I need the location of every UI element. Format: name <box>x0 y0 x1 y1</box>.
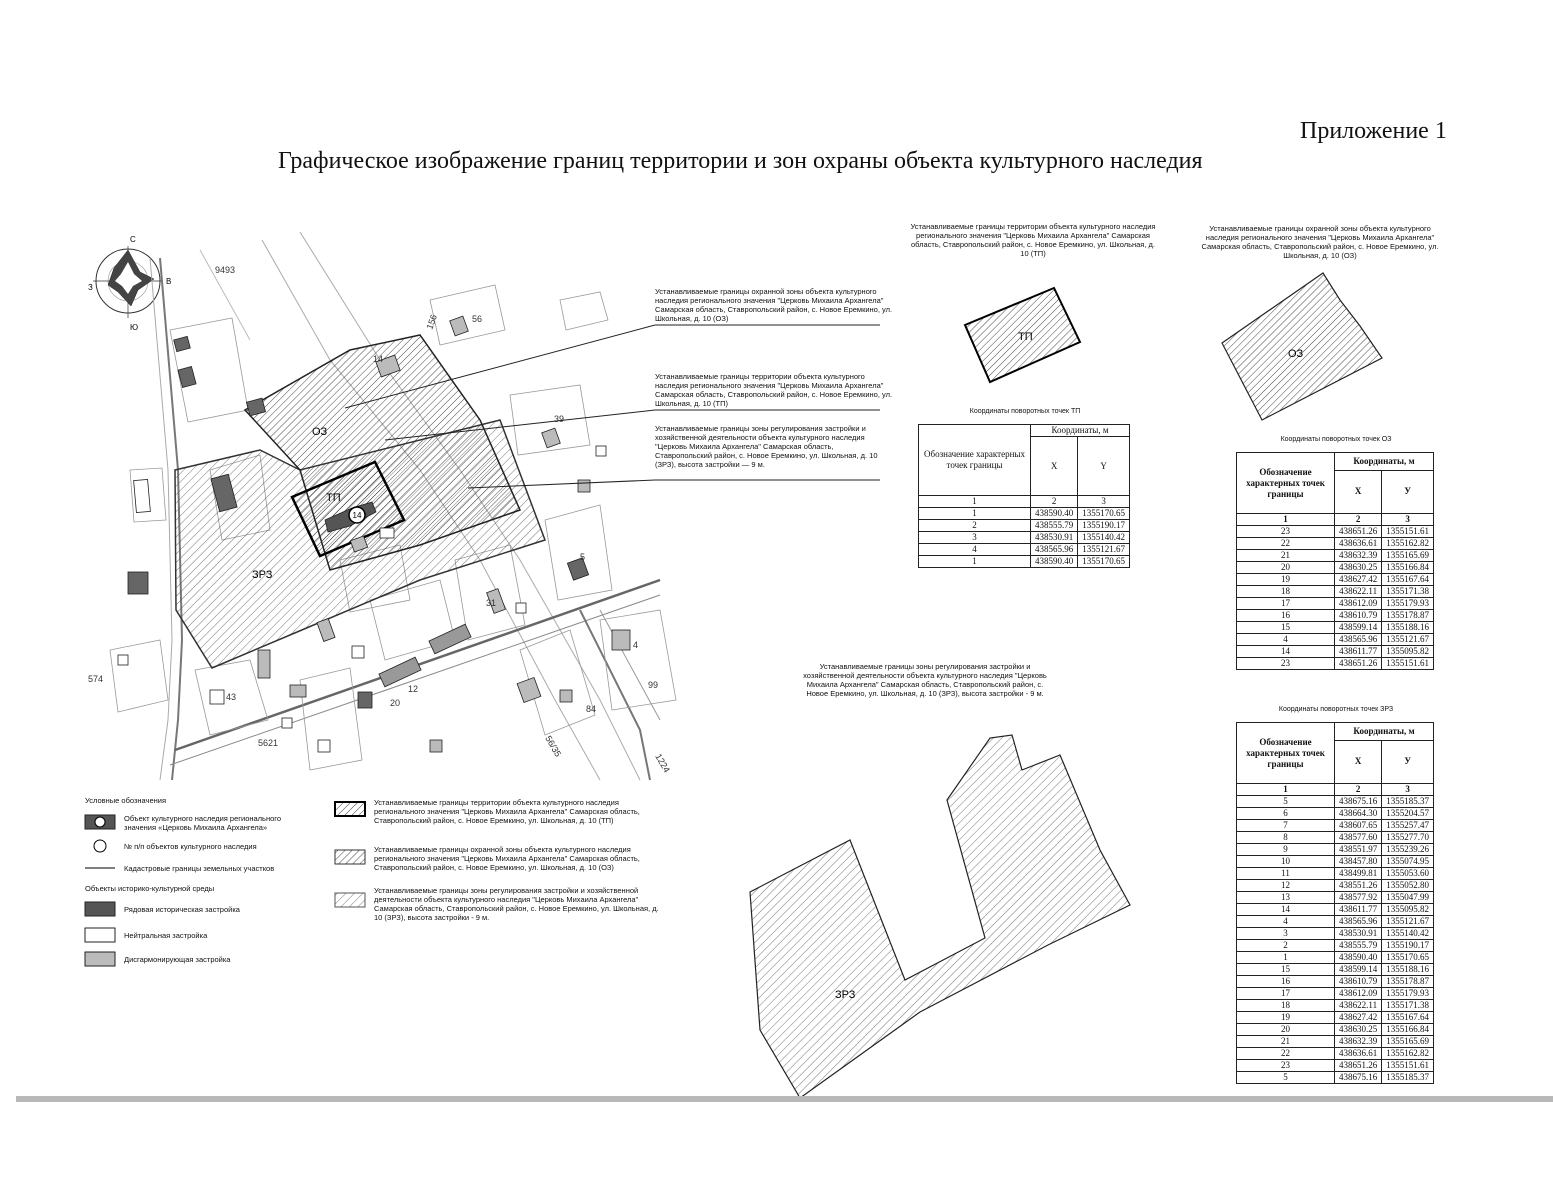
table-row <box>1237 868 1434 880</box>
svg-text:56/35: 56/35 <box>543 734 564 759</box>
table-cell: 21 <box>1237 550 1335 562</box>
table-cell: 438651.26 <box>1335 658 1382 670</box>
table-cell: 1355167.64 <box>1382 1012 1434 1024</box>
svg-text:84: 84 <box>586 704 597 714</box>
table-cell: 2 <box>919 520 1031 532</box>
table-cell: 17 <box>1237 598 1335 610</box>
table-cell: 438590.40 <box>1031 556 1078 568</box>
svg-text:1224: 1224 <box>653 752 672 775</box>
table-row <box>1237 646 1434 658</box>
table-cell: 1355162.82 <box>1382 538 1434 550</box>
table-row <box>1237 820 1434 832</box>
oz-coords-header: Координаты, м <box>1335 453 1434 471</box>
table-cell: 438590.40 <box>1031 508 1078 520</box>
table-cell: 438630.25 <box>1335 562 1382 574</box>
table-cell: 438664.30 <box>1335 808 1382 820</box>
map-label-oz: ОЗ <box>312 426 328 438</box>
table-row <box>1237 550 1434 562</box>
table-cell: 1 <box>919 556 1031 568</box>
legend-zrz: Устанавливаемые границы зоны регулирования застройки и хозяйственной деятельности объекта культурного наследия "Церковь Михаила Архангела" Самарская область, Ставропольский район, с. Новое Еремкино, ул. Школьная, д. 10 (ЗРЗ), высота застройки - 9 м. <box>374 886 659 922</box>
table-cell: 1355162.82 <box>1382 1048 1434 1060</box>
zrz-coords-table: Обозначение характерных точек границы Координаты, м X У 1 2 3 5 438675.16 1355185.37 6 438664.30 1355204.57 7 438607.65 1355257.47 8 438577.60 1355277.70 9 438551.97 1355239.26 10 438457.80 1355074.95 11 438499.81 1355053.60 12 438551.26 1355052.80 13 438577.92 1355047.99 14 438611.77 1355095.82 4 438565.96 1355121.67 3 438530.91 1355140.42 2 438555.79 1355190.17 1 438590.40 1355170.65 15 438599.14 1355188.16 16 438610.79 1355178.87 17 438612.09 1355179.93 18 438622.11 1355171.38 19 438627.42 1355167.64 20 438630.25 1355166.84 21 438632.39 1355165.69 22 438636.61 1355162.82 23 438651.26 1355151.61 5 438675.16 1355185.37 <box>1236 722 1434 1084</box>
table-cell: 1355140.42 <box>1078 532 1130 544</box>
compass-e: В <box>166 277 172 286</box>
table-cell: 438632.39 <box>1335 1036 1382 1048</box>
table-cell: 1355053.60 <box>1382 868 1434 880</box>
table-cell: 18 <box>1237 586 1335 598</box>
table-cell: 438627.42 <box>1335 574 1382 586</box>
table-cell: 1355239.26 <box>1382 844 1434 856</box>
table-row <box>1237 940 1434 952</box>
table-cell: 438675.16 <box>1335 1072 1382 1084</box>
callout-oz: Устанавливаемые границы охранной зоны объекта культурного наследия регионального значения "Церковь Михаила Архангела" Самарская область, Ставропольский район, с. Новое Еремкино, ул. Школьная, д. 10 (ОЗ) <box>655 287 893 323</box>
table-cell: 438611.77 <box>1335 646 1382 658</box>
table-cell: 1355121.67 <box>1078 544 1130 556</box>
table-cell: 438612.09 <box>1335 598 1382 610</box>
zrz-coords-header: Координаты, м <box>1335 723 1434 741</box>
table-cell: 1355167.64 <box>1382 574 1434 586</box>
table-cell: 1355277.70 <box>1382 832 1434 844</box>
table-cell: 23 <box>1237 526 1335 538</box>
svg-text:14: 14 <box>352 511 362 520</box>
table-row <box>1237 1012 1434 1024</box>
table-cell: 438651.26 <box>1335 526 1382 538</box>
compass-rose <box>88 235 171 332</box>
svg-text:5621: 5621 <box>258 738 279 748</box>
table-cell: 1355178.87 <box>1382 610 1434 622</box>
table-cell: 1 <box>1237 952 1335 964</box>
table-row <box>1237 856 1434 868</box>
table-cell: 438551.26 <box>1335 880 1382 892</box>
table-cell: 438530.91 <box>1031 532 1078 544</box>
table-row <box>1237 562 1434 574</box>
table-cell: 1355170.65 <box>1078 556 1130 568</box>
table-cell: 438622.11 <box>1335 586 1382 598</box>
legend-env-heading: Объекты историко-культурной среды <box>85 884 215 893</box>
table-cell: 438551.97 <box>1335 844 1382 856</box>
table-cell: 1355179.93 <box>1382 598 1434 610</box>
svg-text:39: 39 <box>554 414 565 424</box>
zrz-diagram-label: ЗРЗ <box>835 989 856 1001</box>
table-cell: 14 <box>1237 646 1335 658</box>
tp-caption: Координаты поворотных точек ТП <box>969 408 1081 415</box>
table-row <box>1237 622 1434 634</box>
table-cell: 438457.80 <box>1335 856 1382 868</box>
table-cell: 438610.79 <box>1335 610 1382 622</box>
legend-object: Объект культурного наследия регионального значения «Церковь Михаила Архангела» <box>124 814 282 832</box>
table-cell: 17 <box>1237 988 1335 1000</box>
table-cell: 1355171.38 <box>1382 586 1434 598</box>
table-row <box>1237 586 1434 598</box>
zrz-caption: Координаты поворотных точек ЗРЗ <box>1278 706 1394 713</box>
compass-n: С <box>130 235 136 244</box>
oz-col1-header: Обозначение характерных точек границы <box>1237 453 1335 514</box>
table-row <box>1237 988 1434 1000</box>
svg-text:5: 5 <box>580 552 586 562</box>
table-row <box>1237 976 1434 988</box>
table-cell: 15 <box>1237 622 1335 634</box>
svg-text:9493: 9493 <box>215 265 236 275</box>
table-cell: 438612.09 <box>1335 988 1382 1000</box>
table-cell: 1355052.80 <box>1382 880 1434 892</box>
table-cell: 18 <box>1237 1000 1335 1012</box>
svg-text:156: 156 <box>424 313 440 331</box>
zrz-col1-header: Обозначение характерных точек границы <box>1237 723 1335 784</box>
table-cell: 438636.61 <box>1335 1048 1382 1060</box>
legend-ordinary: Рядовая историческая застройка <box>124 905 240 914</box>
table-cell: 438599.14 <box>1335 964 1382 976</box>
table-cell: 13 <box>1237 892 1335 904</box>
table-cell: 1355204.57 <box>1382 808 1434 820</box>
table-cell: 1355179.93 <box>1382 988 1434 1000</box>
tp-heading: Устанавливаемые границы территории объекта культурного наследия регионального значения "Церковь Михаила Архангела" Самарская область, Ставропольский район, с. Новое Еремкино, ул. Школьная, д. 10 (ТП) <box>910 222 1156 258</box>
object-14-marker <box>349 507 365 523</box>
table-cell: 1355170.65 <box>1078 508 1130 520</box>
table-cell: 438627.42 <box>1335 1012 1382 1024</box>
table-cell: 438622.11 <box>1335 1000 1382 1012</box>
table-row <box>919 544 1130 556</box>
table-row <box>1237 634 1434 646</box>
table-cell: 14 <box>1237 904 1335 916</box>
table-cell: 5 <box>1237 1072 1335 1084</box>
table-cell: 1355170.65 <box>1382 952 1434 964</box>
table-cell: 15 <box>1237 964 1335 976</box>
table-row <box>1237 796 1434 808</box>
table-cell: 1355166.84 <box>1382 1024 1434 1036</box>
table-cell: 438555.79 <box>1031 520 1078 532</box>
svg-text:12: 12 <box>408 684 419 694</box>
table-cell: 1355188.16 <box>1382 622 1434 634</box>
table-cell: 1355047.99 <box>1382 892 1434 904</box>
table-row <box>1237 658 1434 670</box>
table-cell: 6 <box>1237 808 1335 820</box>
table-cell: 438611.77 <box>1335 904 1382 916</box>
table-row <box>1237 964 1434 976</box>
svg-text:31: 31 <box>486 598 497 608</box>
tp-coords-header: Координаты, м <box>1031 425 1130 437</box>
table-cell: 438607.65 <box>1335 820 1382 832</box>
table-row <box>1237 1036 1434 1048</box>
table-cell: 1355185.37 <box>1382 1072 1434 1084</box>
table-cell: 1355121.67 <box>1382 634 1434 646</box>
table-cell: 2 <box>1237 940 1335 952</box>
table-cell: 1355185.37 <box>1382 796 1434 808</box>
oz-caption: Координаты поворотных точек ОЗ <box>1280 436 1392 443</box>
compass-w: З <box>88 283 93 292</box>
table-cell: 1355190.17 <box>1382 940 1434 952</box>
table-cell: 3 <box>1237 928 1335 940</box>
table-cell: 23 <box>1237 658 1335 670</box>
appendix-label: Приложение 1 <box>1300 118 1447 144</box>
zrz-heading: Устанавливаемые границы зоны регулирования застройки и хозяйственной деятельности объекта культурного наследия "Церковь Михаила Архангела" Самарская область, Ставропольский район, с. Новое Еремкино, ул. Школьная, д. 10 (ЗРЗ), высота застройки - 9 м. <box>803 662 1047 698</box>
legend-tp: Устанавливаемые границы территории объекта культурного наследия регионального значения "Церковь Михаила Архангела" Самарская область, Ставропольский район, с. Новое Еремкино, ул. Школьная, д. 10 (ТП) <box>374 798 640 825</box>
table-cell: 438636.61 <box>1335 538 1382 550</box>
table-cell: 1355171.38 <box>1382 1000 1434 1012</box>
table-row <box>1237 928 1434 940</box>
table-cell: 22 <box>1237 1048 1335 1060</box>
table-cell: 23 <box>1237 1060 1335 1072</box>
table-cell: 1355140.42 <box>1382 928 1434 940</box>
table-cell: 1355165.69 <box>1382 550 1434 562</box>
table-cell: 20 <box>1237 562 1335 574</box>
table-cell: 438565.96 <box>1335 916 1382 928</box>
table-cell: 438651.26 <box>1335 1060 1382 1072</box>
table-cell: 438599.14 <box>1335 622 1382 634</box>
svg-text:56: 56 <box>472 314 483 324</box>
table-cell: 1 <box>919 508 1031 520</box>
table-cell: 438610.79 <box>1335 976 1382 988</box>
table-cell: 19 <box>1237 1012 1335 1024</box>
tp-coords-table: Обозначение характерных точек границы Координаты, м X Y 1 2 3 1 438590.40 1355170.65 2 438555.79 1355190.17 3 438530.91 1355140.42 4 438565.96 1355121.67 1 438590.40 1355170.65 <box>918 424 1130 568</box>
table-row <box>1237 1060 1434 1072</box>
table-row <box>919 508 1130 520</box>
table-cell: 21 <box>1237 1036 1335 1048</box>
table-cell: 22 <box>1237 538 1335 550</box>
table-row <box>1237 916 1434 928</box>
table-row <box>919 520 1130 532</box>
svg-text:43: 43 <box>226 692 237 702</box>
table-cell: 12 <box>1237 880 1335 892</box>
table-row <box>1237 1000 1434 1012</box>
svg-text:14: 14 <box>373 354 384 364</box>
table-row <box>1237 892 1434 904</box>
table-row <box>1237 610 1434 622</box>
table-cell: 11 <box>1237 868 1335 880</box>
page-title: Графическое изображение границ территории и зон охраны объекта культурного наследия <box>278 148 1203 174</box>
table-cell: 1355190.17 <box>1078 520 1130 532</box>
table-row <box>1237 538 1434 550</box>
table-cell: 1355188.16 <box>1382 964 1434 976</box>
table-cell: 4 <box>1237 916 1335 928</box>
table-row <box>1237 1024 1434 1036</box>
table-row <box>1237 1072 1434 1084</box>
legend-neutral: Нейтральная застройка <box>124 931 208 940</box>
table-cell: 438565.96 <box>1031 544 1078 556</box>
table-row <box>1237 1048 1434 1060</box>
table-cell: 438675.16 <box>1335 796 1382 808</box>
table-row <box>1237 574 1434 586</box>
table-cell: 8 <box>1237 832 1335 844</box>
table-cell: 1355121.67 <box>1382 916 1434 928</box>
table-cell: 1355178.87 <box>1382 976 1434 988</box>
legend-cadastral: Кадастровые границы земельных участков <box>124 864 275 873</box>
table-row <box>1237 880 1434 892</box>
table-cell: 16 <box>1237 976 1335 988</box>
oz-coords-table: Обозначение характерных точек границы Координаты, м X У 1 2 3 23 438651.26 1355151.61 22 438636.61 1355162.82 21 438632.39 1355165.69 20 438630.25 1355166.84 19 438627.42 1355167.64 18 438622.11 1355171.38 17 438612.09 1355179.93 16 438610.79 1355178.87 15 438599.14 1355188.16 4 438565.96 1355121.67 14 438611.77 1355095.82 23 438651.26 1355151.61 <box>1236 452 1434 670</box>
table-cell: 438577.60 <box>1335 832 1382 844</box>
svg-text:99: 99 <box>648 680 659 690</box>
table-cell: 438590.40 <box>1335 952 1382 964</box>
table-row <box>1237 904 1434 916</box>
callout-zrz: Устанавливаемые границы зоны регулирования застройки и хозяйственной деятельности объекта культурного наследия "Церковь Михаила Архангела" Самарская область, Ставропольский район, с. Новое Еремкино, ул. Школьная, д. 10 (ЗРЗ), высота застройки — 9 м. <box>655 424 878 469</box>
tp-col1-header: Обозначение характерных точек границы <box>919 425 1031 496</box>
table-cell: 16 <box>1237 610 1335 622</box>
bottom-divider <box>16 1096 1553 1102</box>
oz-diagram-label: ОЗ <box>1288 348 1304 360</box>
table-cell: 438630.25 <box>1335 1024 1382 1036</box>
table-cell: 3 <box>919 532 1031 544</box>
table-cell: 1355151.61 <box>1382 658 1434 670</box>
legend-disharmonious: Дисгармонирующая застройка <box>124 955 231 964</box>
table-row <box>1237 808 1434 820</box>
table-cell: 1355257.47 <box>1382 820 1434 832</box>
table-cell: 438499.81 <box>1335 868 1382 880</box>
table-row <box>1237 832 1434 844</box>
table-row <box>1237 844 1434 856</box>
table-cell: 1355166.84 <box>1382 562 1434 574</box>
svg-text:4: 4 <box>633 640 639 650</box>
map-label-zrz: ЗРЗ <box>252 569 273 581</box>
table-row <box>1237 526 1434 538</box>
svg-text:20: 20 <box>390 698 401 708</box>
table-cell: 10 <box>1237 856 1335 868</box>
table-cell: 5 <box>1237 796 1335 808</box>
table-cell: 1355165.69 <box>1382 1036 1434 1048</box>
table-cell: 19 <box>1237 574 1335 586</box>
legend-num: № п/п объектов культурного наследия <box>124 842 257 851</box>
table-cell: 1355151.61 <box>1382 1060 1434 1072</box>
table-cell: 4 <box>919 544 1031 556</box>
table-cell: 438530.91 <box>1335 928 1382 940</box>
oz-diagram <box>1222 273 1382 420</box>
callout-tp: Устанавливаемые границы территории объекта культурного наследия регионального значения "Церковь Михаила Архангела" Самарская область, Ставропольский район, с. Новое Еремкино, ул. Школьная, д. 10 (ТП) <box>655 372 893 408</box>
table-row <box>1237 952 1434 964</box>
svg-text:574: 574 <box>88 674 104 684</box>
map-label-tp: ТП <box>326 492 341 504</box>
table-cell: 1355151.61 <box>1382 526 1434 538</box>
table-cell: 4 <box>1237 634 1335 646</box>
table-cell: 9 <box>1237 844 1335 856</box>
table-cell: 1355074.95 <box>1382 856 1434 868</box>
zrz-diagram <box>750 735 1130 1098</box>
oz-heading: Устанавливаемые границы охранной зоны объекта культурного наследия регионального значения "Церковь Михаила Архангела" Самарская область, Ставропольский район, с. Новое Еремкино, ул. Школьная, д. 10 (ОЗ) <box>1201 224 1439 260</box>
table-cell: 438577.92 <box>1335 892 1382 904</box>
table-cell: 438632.39 <box>1335 550 1382 562</box>
table-cell: 438555.79 <box>1335 940 1382 952</box>
table-cell: 7 <box>1237 820 1335 832</box>
table-cell: 438565.96 <box>1335 634 1382 646</box>
table-row <box>1237 598 1434 610</box>
table-row <box>919 556 1130 568</box>
table-cell: 1355095.82 <box>1382 904 1434 916</box>
legend-oz: Устанавливаемые границы охранной зоны объекта культурного наследия регионального значения "Церковь Михаила Архангела" Самарская область, Ставропольский район, с. Новое Еремкино, ул. Школьная, д. 10 (ОЗ) <box>374 845 640 872</box>
tp-diagram-label: ТП <box>1018 331 1033 343</box>
table-cell: 20 <box>1237 1024 1335 1036</box>
legend-heading: Условные обозначения <box>85 796 167 805</box>
table-cell: 1355095.82 <box>1382 646 1434 658</box>
compass-s: Ю <box>130 323 139 332</box>
table-row <box>919 532 1130 544</box>
